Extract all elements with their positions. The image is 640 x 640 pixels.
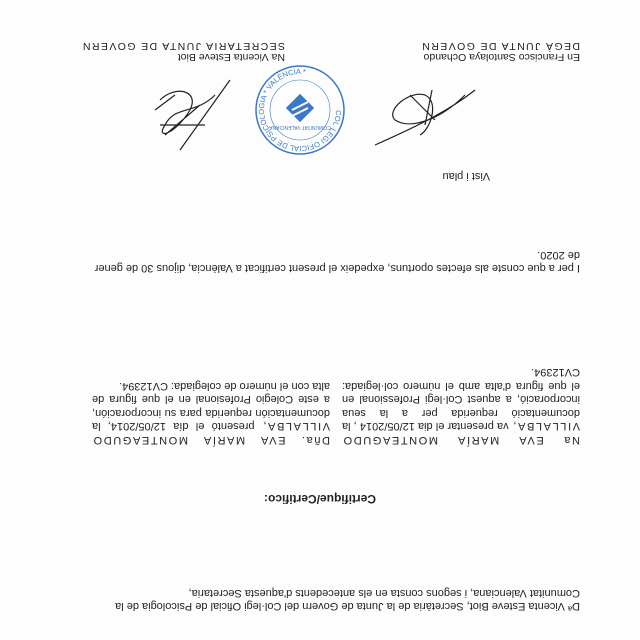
stamp-outer-text: COL·LEGI OFICIAL DE PSICOLOGIA * VALÈNCIA * [256,66,344,154]
valencian-column [342,365,580,446]
dean-role: DEGÀ JUNTA DE GOVERN [420,40,580,52]
spanish-head: Dña. EVA MARÍA MONTEAGUDO VILLALBA, [92,420,330,446]
dean-name: En Francisco Santolaya Ochando [423,51,580,63]
intro-paragraph: Dª Vicenta Esteve Biot, Secretària de la Junta de Govern del Col·legi Oficial de Psicologia de la Comunitat Valenciana, i segons consta en els antecedents d'aquesta Secretaria, [115,587,580,612]
stamp-inner-text: COMUNITAT VALENCIANA [269,124,331,130]
signatory-secretary [82,40,285,62]
closing-paragraph: I per a que conste als efectes oportuns, expedeix el present certificat a València, dijous 30 de gener de 2020. [94,249,580,274]
secretary-role: SECRETARIA JUNTA DE GOVERN [81,40,285,52]
college-stamp [254,64,346,156]
spanish-column [92,379,330,447]
vist-i-plau: Vist i plau [442,170,490,182]
certificate-title: Certifique/Certifico: [264,492,377,506]
spanish-body: presentó el día 12/05/2014, la documentación requerida para su incorporación, a este Colegio Profesional en el que figura de alta con el número de colegiada: CV12394. [92,380,330,433]
signatory-dean [421,40,580,62]
signature-dean [370,80,480,150]
secretary-name: Na Vicenta Esteve Biot [177,51,285,63]
stamp-logo-icon [286,94,314,122]
signature-secretary [145,75,235,155]
valencian-head: Na EVA MARÍA MONTEAGUDO VILLALBA, [342,420,580,446]
valencian-body: va presentar el dia 12/05/2014 , la documentació requerida per a la seua incorporació, a aquest Col·legi Professional en el que figura d'alta amb el número col·legiada: CV12394. [341,366,580,433]
